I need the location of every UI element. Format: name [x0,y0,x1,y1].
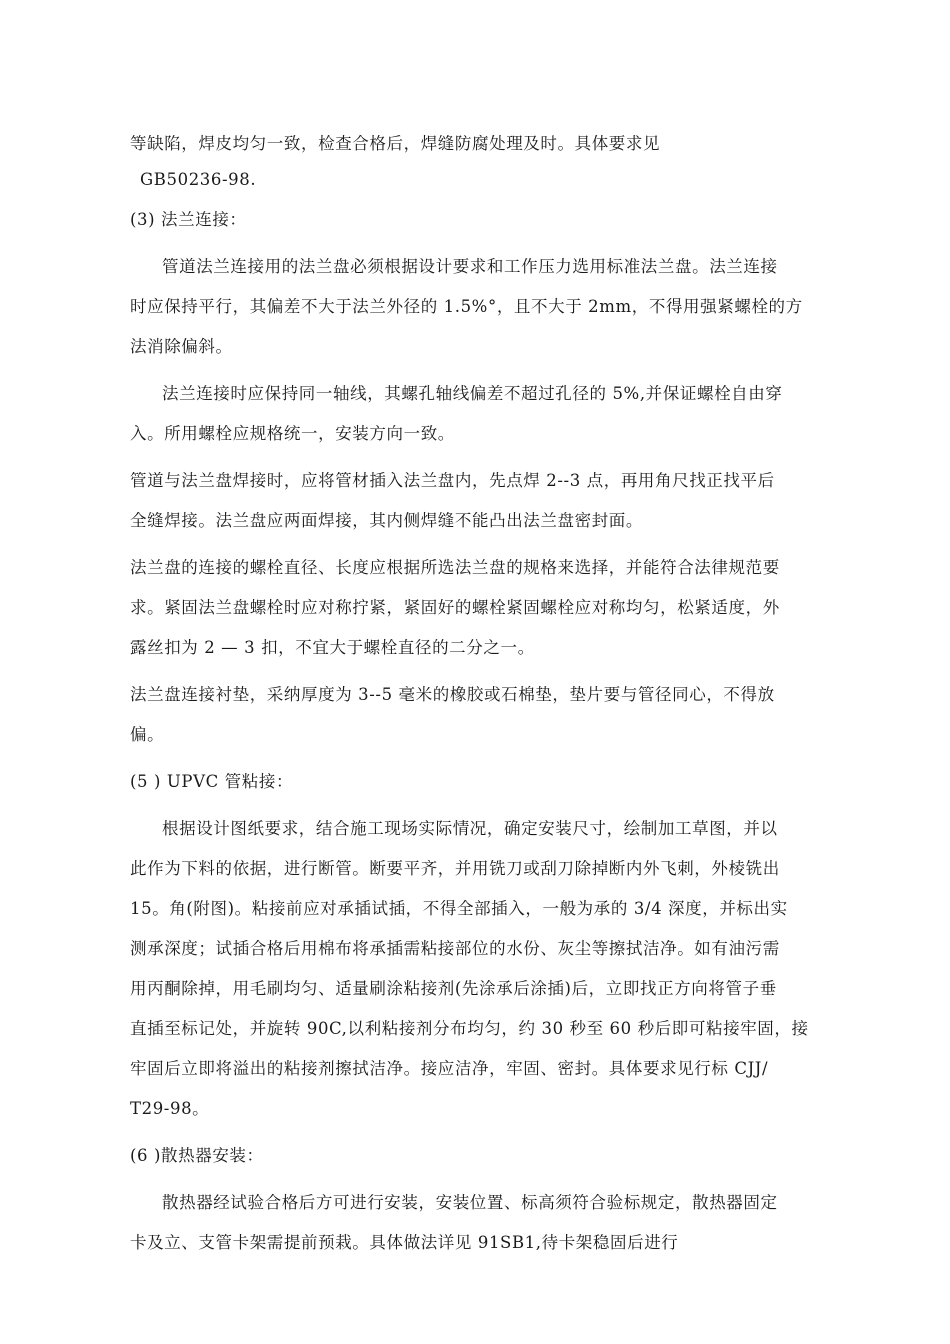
text-line: 15。角(附图)。粘接前应对承插试插，不得全部插入，一般为承的 3/4 深度，并标出实 [130,899,788,918]
text-line: 根据设计图纸要求，结合施工现场实际情况，确定安装尺寸，绘制加工草图，并以 [162,819,778,838]
text-line: 法兰盘连接衬垫，采纳厚度为 3--5 毫米的橡胶或石棉垫，垫片要与管径同心，不得放 [130,685,775,704]
text-line: 时应保持平行，其偏差不大于法兰外径的 1.5%°，且不大于 2mm，不得用强紧螺栓的方 [130,297,803,316]
text-line: 偏。 [130,725,165,744]
section-heading-flange: (3) 法兰连接： [130,210,247,229]
text-line: 入。所用螺栓应规格统一，安装方向一致。 [130,424,455,443]
text-line: 管道与法兰盘焊接时，应将管材插入法兰盘内，先点焊 2--3 点，再用角尺找正找平后 [130,471,775,490]
section-heading-upvc: (5 ) UPVC 管粘接： [130,772,294,791]
text-line: 管道法兰连接用的法兰盘必须根据设计要求和工作压力选用标准法兰盘。法兰连接 [162,257,778,276]
text-line: 等缺陷，焊皮均匀一致，检查合格后，焊缝防腐处理及时。具体要求见 [130,134,661,153]
text-line: 散热器经试验合格后方可进行安装，安装位置、标高须符合验标规定，散热器固定 [162,1193,778,1212]
section-heading-radiator: (6 )散热器安装： [130,1146,264,1165]
text-line: 卡及立、支管卡架需提前预栽。具体做法详见 91SB1,待卡架稳固后进行 [130,1233,679,1252]
text-line: 全缝焊接。法兰盘应两面焊接，其内侧焊缝不能凸出法兰盘密封面。 [130,511,643,530]
text-line: 求。紧固法兰盘螺栓时应对称拧紧，紧固好的螺栓紧固螺栓应对称均匀，松紧适度，外 [130,598,780,617]
text-line: T29-98。 [130,1099,210,1118]
text-line: 法兰连接时应保持同一轴线，其螺孔轴线偏差不超过孔径的 5%,并保证螺栓自由穿 [162,384,783,403]
text-line: 法消除偏斜。 [130,337,233,356]
text-line: 用丙酮除掉，用毛刷均匀、适量刷涂粘接剂(先涂承后涂插)后，立即找正方向将管子垂 [130,979,777,998]
text-line: 此作为下料的依据，进行断管。断要平齐，并用铣刀或刮刀除掉断内外飞刺，外棱铣出 [130,859,780,878]
text-line: 法兰盘的连接的螺栓直径、长度应根据所选法兰盘的规格来选择，并能符合法律规范要 [130,558,780,577]
text-line: 露丝扣为 2 — 3 扣，不宜大于螺栓直径的二分之一。 [130,638,535,657]
text-line: 直插至标记处，并旋转 90C,以利粘接剂分布均匀，约 30 秒至 60 秒后即可粘接牢固，接 [130,1019,809,1038]
text-line: 测承深度；试插合格后用棉布将承插需粘接部位的水份、灰尘等擦拭洁净。如有油污需 [130,939,780,958]
text-line: GB50236-98. [140,170,257,189]
text-line: 牢固后立即将溢出的粘接剂擦拭洁净。接应洁净，牢固、密封。具体要求见行标 CJJ/ [130,1059,769,1078]
